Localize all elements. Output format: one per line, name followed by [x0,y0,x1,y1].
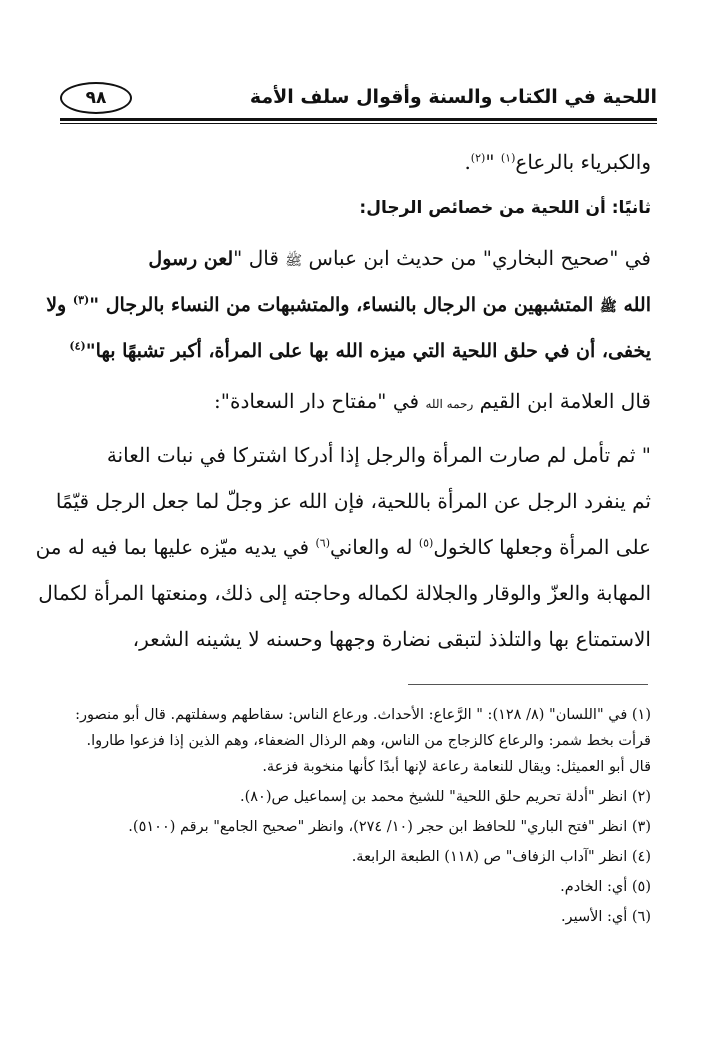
honorific-mark: رحمه الله [425,397,474,411]
running-title: اللحية في الكتاب والسنة وأقوال سلف الأمة [249,86,657,108]
footnote-1: (١) في "اللسان" (٨/ ١٢٨): " الرَّعاع: الأحداث. ورعاع الناس: سقاطهم وسفلتهم. قال أبو منصور: قرأت بخط شمر: والرعاع كالزجاج من الناس، وهم الرذال الضعفاء، وهم الذين إذا فزعوا طاروا. قال أبو العميثل: ويقال للنعامة رعاعة لإنها أبدًا كأنها منخوبة فزعة. [75,707,651,775]
footnote-6: (٦) أي: الأسير. [560,909,651,925]
text-line: في "صحيح البخاري" من حديث ابن عباس ﷺ قال "لعن رسول [148,246,651,270]
running-header [60,78,657,122]
footnote-2: (٢) انظر "أدلة تحريم حلق اللحية" للشيخ محمد بن إسماعيل ص(٨٠). [239,789,651,805]
footnote-5: (٥) أي: الخادم. [560,879,651,895]
honorific-mark: ﷺ [599,299,617,315]
header-rule-thick [60,118,657,121]
text-line: المهابة والعزّ والوقار والجلالة لكماله وحاجته إلى ذلك، ومنعتها المرأة لكمال [38,581,651,605]
footnote-ref: (٢) [470,151,486,165]
text-line: الله ﷺ المتشبهين من الرجال بالنساء، والمتشبهات من النساء بالرجال "$^{(٣)}$ ولا [46,293,651,316]
text-line: الاستمتاع بها والتلذذ لتبقى نضارة وجهها وحسنه لا يشينه الشعر، [132,627,651,651]
honorific-mark: ﷺ [285,253,303,269]
footnote-ref: (٤) [69,339,86,353]
footnote-3: (٣) انظر "فتح الباري" للحافظ ابن حجر (١٠/ ٢٧٤)، وانظر "صحيح الجامع" برقم (٥١٠٠). [128,819,651,835]
text-line: يخفى، أن في حلق اللحية التي ميزه الله بها على المرأة، أكبر تشبهًا بها"$^{(٤)}$ [69,339,651,362]
footnotes [62,702,651,934]
footnote-ref: (٥) [418,536,434,550]
text-line: " ثم تأمل لم صارت المرأة والرجل إذا أدركا اشتركا في نبات العانة [106,443,651,467]
footnote-ref: (٦) [315,536,330,550]
header-rule-thin [60,123,657,124]
text-line: قال العلامة ابن القيم رحمه الله في "مفتاح دار السعادة": [214,389,651,413]
text-line: على المرأة وجعلها كالخول$^{(٥)}$ له والعاني$^{(٦)}$ في يديه ميّزه عليها بما فيه له من [35,535,651,559]
footnote-separator [408,684,648,685]
page-number-oval: ٩٨ [60,82,132,114]
section-heading: ثانيًا: أن اللحية من خصائص الرجال: [359,198,651,218]
footnote-ref: (٣) [72,293,90,307]
footnote-ref: (١) [500,151,516,165]
footnote-4: (٤) انظر "آداب الزفاف" ص (١١٨) الطبعة الرابعة. [351,849,651,865]
text-line: ثم ينفرد الرجل عن المرأة باللحية، فإن الله عز وجلّ لما جعل الرجل قيّمًا [55,489,651,513]
main-text [35,140,651,662]
text-line: والكبرياء بالرعاع$^{(١)}$ "$^{(٢)}$. [464,150,651,174]
